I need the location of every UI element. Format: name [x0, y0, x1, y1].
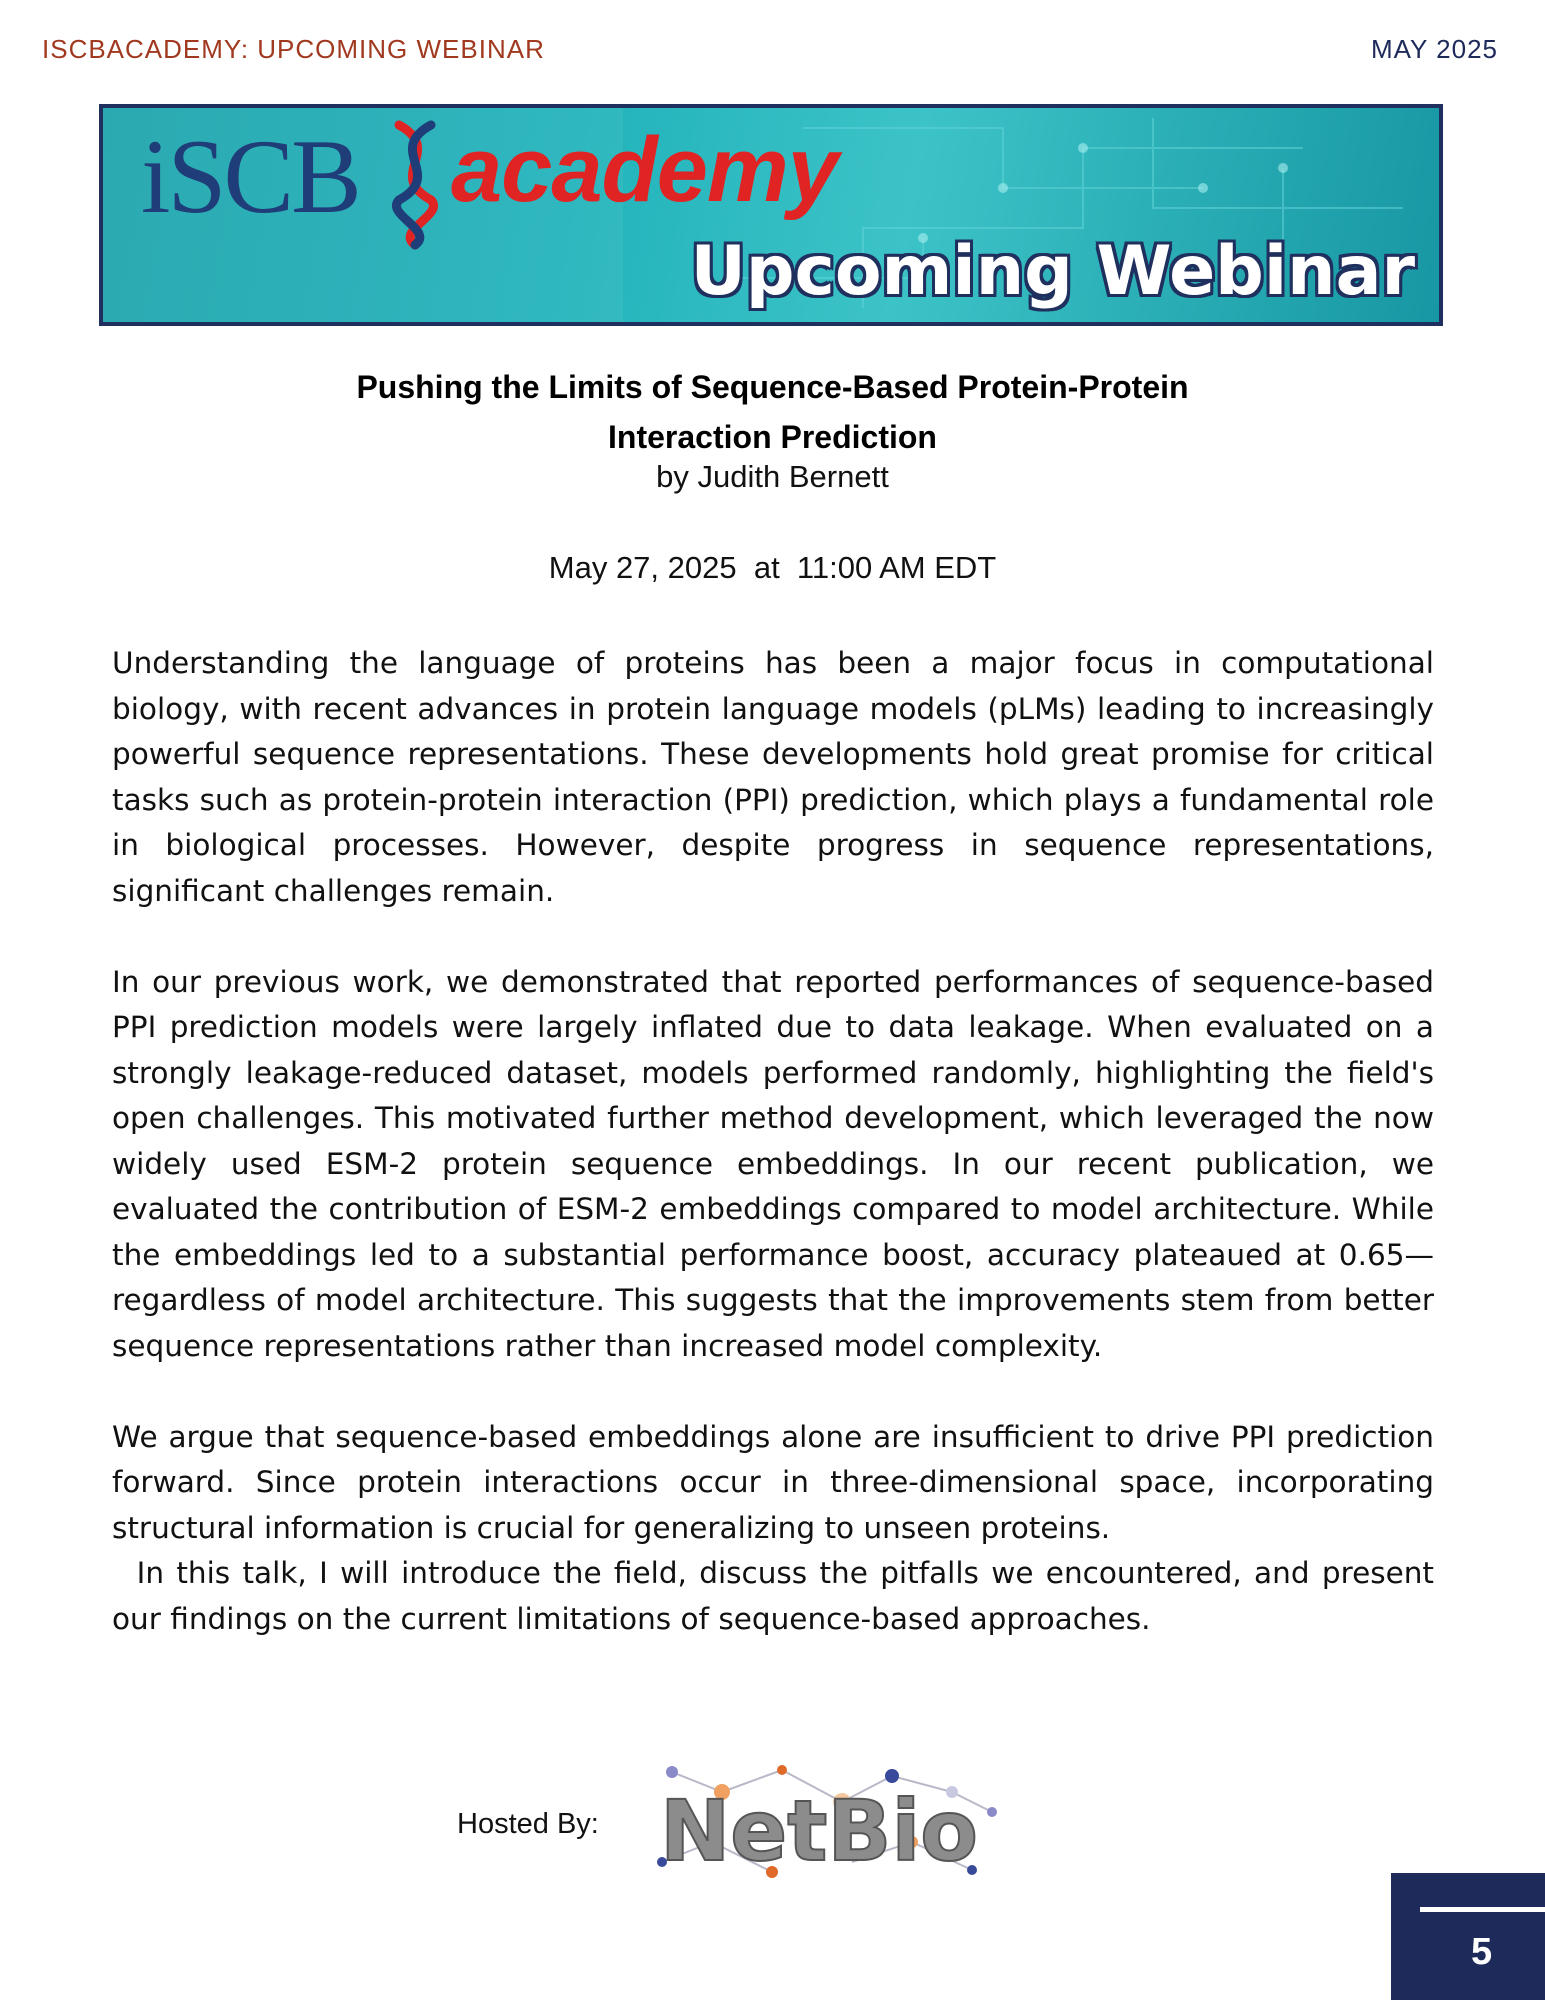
webinar-title-line-1: Pushing the Limits of Sequence-Based Protein-Protein: [356, 369, 1189, 405]
header-section-label: ISCBACADEMY: UPCOMING WEBINAR: [42, 34, 545, 64]
hosted-by-label: Hosted By:: [457, 1808, 599, 1840]
abstract-paragraph-2: In our previous work, we demonstrated that reported performances of sequence-based PPI prediction models were largely inflated due to data leakage. When evaluated on a strongly leakage-reduced dataset, models performed randomly, highlighting the field's open challenges. This motivated further method development, which leveraged the now widely used ESM-2 protein sequence embeddings. In our recent publication, we evaluated the contribution of ESM-2 embeddings compared to model architecture. While the embeddings led to a substantial performance boost, accuracy plateaued at 0.65—regardless of model architecture. This suggests that the improvements stem from better sequence representations rather than increased model complexity.: [112, 964, 1434, 1363]
webinar-author: by Judith Bernett: [656, 459, 889, 494]
netbio-logo-text: NetBio: [660, 1782, 978, 1880]
abstract: [112, 641, 1434, 1642]
abstract-paragraph-1: Understanding the language of proteins has been a major focus in computational biology, with recent advances in protein language models (pLMs) leading to increasingly powerful sequence representations. These developments hold great promise for critical tasks such as protein-protein interaction (PPI) prediction, which plays a fundamental role in biological processes. However, despite progress in sequence representations, significant challenges remain.: [112, 646, 1434, 908]
webinar-datetime: May 27, 2025 at 11:00 AM EDT: [548, 550, 997, 585]
page-number-divider: [1420, 1907, 1545, 1912]
iscb-logo-text: iSCB: [141, 118, 359, 235]
page-number: 5: [1471, 1931, 1493, 1973]
netbio-logo: [652, 1762, 1012, 1880]
webinar-title-line-2: Interaction Prediction: [608, 419, 937, 455]
page-number-box: [1391, 1873, 1545, 2000]
abstract-paragraph-3-part-b: In this talk, I will introduce the field, discuss the pitfalls we encountered, and present our findings on the current limitations of sequence-based approaches.: [112, 1556, 1434, 1636]
webinar-title: [0, 362, 1545, 462]
dna-helix-icon: [385, 120, 445, 250]
abstract-paragraph-3-part-a: We argue that sequence-based embeddings alone are insufficient to drive PPI prediction forward. Since protein interactions occur in three-dimensional space, incorporating structural information is crucial for generalizing to unseen proteins.: [112, 1419, 1434, 1545]
header-date: MAY 2025: [1370, 34, 1498, 64]
banner-title: Upcoming Webinar: [690, 232, 1415, 311]
webinar-banner: [99, 104, 1443, 326]
abstract-paragraph-3: [112, 1415, 1434, 1643]
academy-logo-text: academy: [451, 119, 838, 221]
